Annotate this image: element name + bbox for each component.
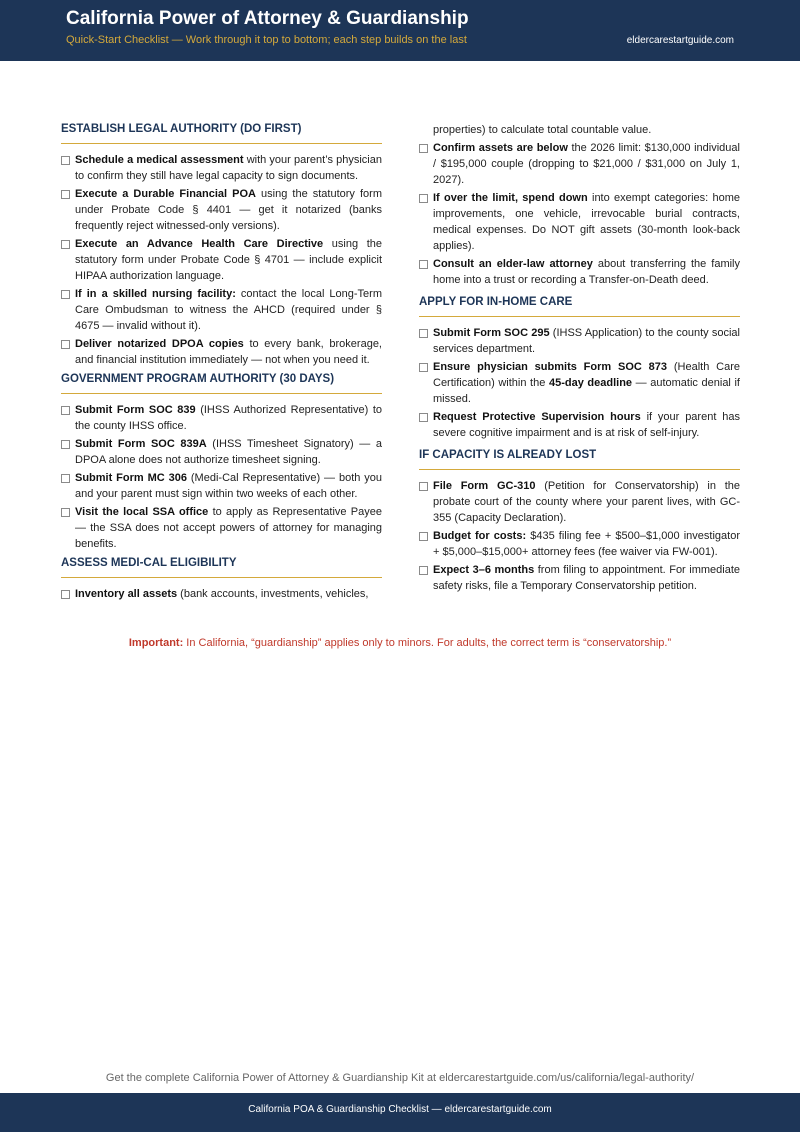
- checkbox-icon[interactable]: [61, 156, 70, 165]
- important-label: Important:: [128, 637, 184, 649]
- checklist-item: Consult an elder-law attorney about transferring the family home into a trust or recording a Transfer-on-Death deed.: [419, 256, 740, 288]
- section-heading-legal: ESTABLISH LEGAL AUTHORITY (DO FIRST): [61, 123, 382, 144]
- section-heading-government: GOVERNMENT PROGRAM AUTHORITY (30 DAYS): [61, 373, 382, 394]
- checklist-item: If in a skilled nursing facility: contact the local Long-Term Care Ombudsman to witness the AHCD (required under § 4675 — invalid without it).: [61, 286, 382, 334]
- checklist-item: File Form GC-310 (Petition for Conservatorship) in the probate court of the county where your parent lives, with GC-355 (Capacity Declaration).: [419, 478, 740, 526]
- checkbox-icon[interactable]: [61, 440, 70, 449]
- right-column: [419, 123, 740, 596]
- checklist-item: Execute a Durable Financial POA using the statutory form under Probate Code § 4401 — get it notarized (banks frequently reject witnessed-only versions).: [61, 186, 382, 234]
- important-text: In California, “guardianship” applies only to minors. For adults, the correct term is “conservatorship.”: [183, 637, 672, 649]
- checkbox-icon[interactable]: [61, 590, 70, 599]
- section-heading-medical: ASSESS MEDI-CAL ELIGIBILITY: [61, 557, 382, 578]
- checkbox-icon[interactable]: [61, 190, 70, 199]
- checklist-item: Deliver notarized DPOA copies to every bank, brokerage, and financial institution immediately — not when you need it.: [61, 336, 382, 368]
- section-heading-inhome: APPLY FOR IN-HOME CARE: [419, 296, 740, 317]
- checkbox-icon[interactable]: [61, 340, 70, 349]
- checklist-item: Submit Form SOC 839A (IHSS Timesheet Signatory) — a DPOA alone does not authorize timesheet signing.: [61, 436, 382, 468]
- checklist-item-continuation: properties) to calculate total countable value.: [433, 124, 652, 136]
- page-header: [0, 0, 800, 61]
- footer-text: California POA & Guardianship Checklist — eldercarestartguide.com: [248, 1104, 552, 1115]
- checkbox-icon[interactable]: [419, 482, 428, 491]
- kit-link[interactable]: Get the complete California Power of Attorney & Guardianship Kit at eldercarestartguide.com/us/california/legal-authority/: [105, 1072, 695, 1084]
- checkbox-icon[interactable]: [419, 363, 428, 372]
- checklist-item: Schedule a medical assessment with your parent’s physician to confirm they still have legal capacity to sign documents.: [61, 152, 382, 184]
- checklist-item: Submit Form MC 306 (Medi-Cal Representative) — both you and your parent must sign within two weeks of each other.: [61, 470, 382, 502]
- checklist-item: Confirm assets are below the 2026 limit: $130,000 individual / $195,000 couple (dropping to $21,000 / $31,000 on July 1, 2027).: [419, 140, 740, 188]
- checkbox-icon[interactable]: [61, 406, 70, 415]
- page-title: California Power of Attorney & Guardianship: [66, 8, 469, 29]
- checklist-item: Execute an Advance Health Care Directive using the statutory form under Probate Code § 4701 — include explicit HIPAA authorization language.: [61, 236, 382, 284]
- checkbox-icon[interactable]: [419, 329, 428, 338]
- checklist-item: Submit Form SOC 295 (IHSS Application) to the county social services department.: [419, 325, 740, 357]
- left-column: [61, 123, 382, 604]
- checklist-item: If over the limit, spend down into exempt categories: home improvements, one vehicle, irrevocable burial contracts, medical expenses. Do NOT gift assets (30-month look-back applies).: [419, 190, 740, 254]
- checkbox-icon[interactable]: [419, 260, 428, 269]
- checkbox-icon[interactable]: [419, 566, 428, 575]
- checkbox-icon[interactable]: [419, 413, 428, 422]
- checkbox-icon[interactable]: [419, 194, 428, 203]
- checkbox-icon[interactable]: [61, 508, 70, 517]
- checkbox-icon[interactable]: [419, 144, 428, 153]
- checklist-item: Request Protective Supervision hours if your parent has severe cognitive impairment and is at risk of self-injury.: [419, 409, 740, 441]
- header-site-link[interactable]: eldercarestartguide.com: [626, 35, 734, 46]
- checkbox-icon[interactable]: [419, 532, 428, 541]
- page-footer: [0, 1093, 800, 1132]
- section-heading-capacity: IF CAPACITY IS ALREADY LOST: [419, 449, 740, 470]
- checklist-item: Visit the local SSA office to apply as Representative Payee — the SSA does not accept powers of attorney for managing benefits.: [61, 504, 382, 552]
- checklist-item: Budget for costs: $435 filing fee + $500–$1,000 investigator + $5,000–$15,000+ attorney fees (fee waiver via FW-001).: [419, 528, 740, 560]
- checklist-item: Submit Form SOC 839 (IHSS Authorized Representative) to the county IHSS office.: [61, 402, 382, 434]
- checkbox-icon[interactable]: [61, 474, 70, 483]
- important-note: [0, 637, 800, 649]
- page-subtitle: Quick-Start Checklist — Work through it top to bottom; each step builds on the last: [66, 34, 467, 46]
- checklist-item: Ensure physician submits Form SOC 873 (Health Care Certification) within the 45-day deadline — automatic denial if missed.: [419, 359, 740, 407]
- checkbox-icon[interactable]: [61, 240, 70, 249]
- checkbox-icon[interactable]: [61, 290, 70, 299]
- checklist-item: Inventory all assets (bank accounts, investments, vehicles,: [61, 586, 382, 602]
- checklist-item: Expect 3–6 months from filing to appointment. For immediate safety risks, file a Temporary Conservatorship petition.: [419, 562, 740, 594]
